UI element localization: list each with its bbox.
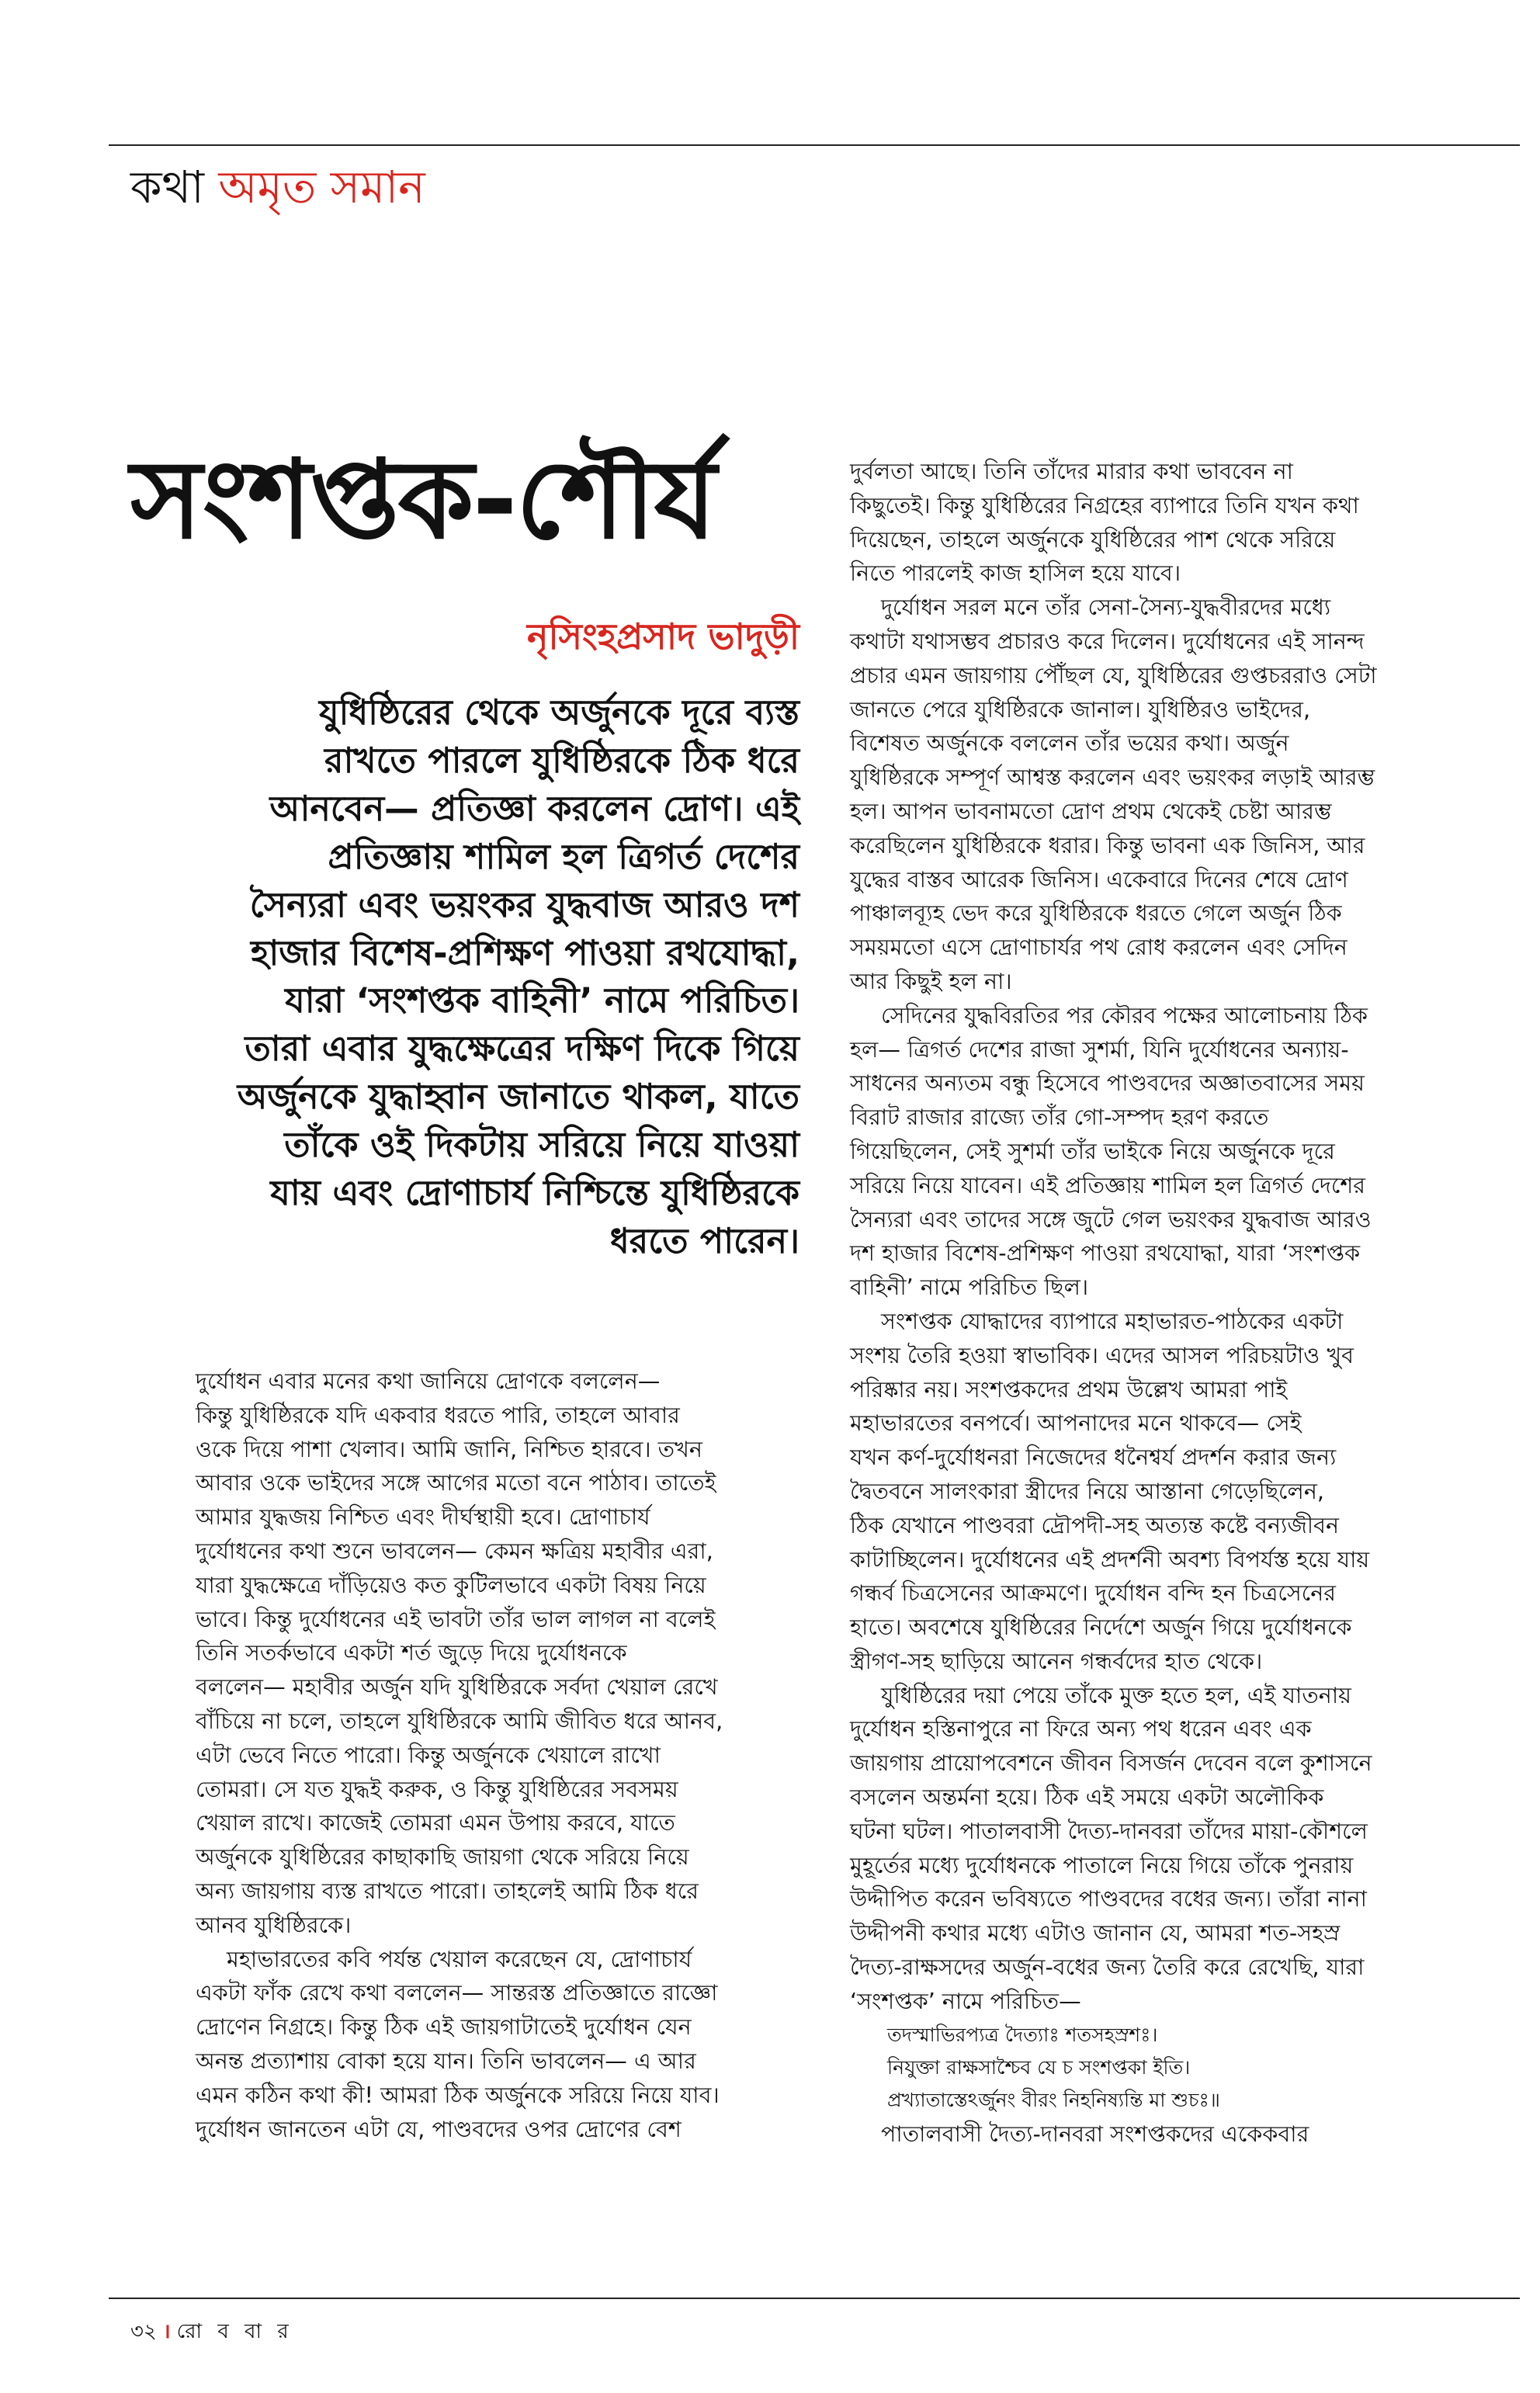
body-line: দৈত্য-রাক্ষসদের অর্জুন-বধের জন্য তৈরি করে রেখেছি, যারা: [850, 1954, 1365, 1981]
body-line: অন্য জায়গায় ব্যস্ত রাখতে পারো। তাহলেই আমি ঠিক ধরে: [196, 1877, 699, 1904]
magazine-name: রো ব বা র: [176, 2320, 293, 2343]
page-footer: [130, 2316, 293, 2347]
body-line: কাটাচ্ছিলেন। দুর্যোধনের এই প্রদর্শনী অবশ্য বিপর্যস্ত হয়ে যায়: [850, 1545, 1370, 1573]
top-rule: [109, 144, 1520, 146]
body-line: যখন কর্ণ-দুর্যোধনরা নিজেদের ধনৈশ্বর্য প্রদর্শন করার জন্য: [850, 1444, 1337, 1471]
body-line: বিশেষত অর্জুনকে বললেন তাঁর ভয়ের কথা। অর্জুন: [850, 730, 1289, 757]
body-line: তিনি সতর্কভাবে একটা শর্ত জুড়ে দিয়ে দুর্যোধনকে: [196, 1639, 627, 1666]
body-line: একটা ফাঁক রেখে কথা বললেন— সান্তরস্ত প্রতিজ্ঞাতে রাজ্ঞো: [196, 1979, 718, 2006]
body-line: সংশয় তৈরি হওয়া স্বাভাবিক। এদের আসল পরিচয়টাও খুব: [850, 1341, 1354, 1368]
body-line: পরিষ্কার নয়। সংশপ্তকদের প্রথম উল্লেখ আমরা পাই: [850, 1375, 1288, 1403]
body-line: দুর্যোধন হস্তিনাপুরে না ফিরে অন্য পথ ধরেন এবং এক: [850, 1715, 1312, 1743]
body-line: এমন কঠিন কথা কী! আমরা ঠিক অর্জুনকে সরিয়ে নিয়ে যাব।: [196, 2081, 720, 2108]
lede-line: রাখতে পারলে যুধিষ্ঠিরকে ঠিক ধরে: [324, 740, 799, 781]
lede-line: যুধিষ্ঠিরের থেকে অর্জুনকে দূরে ব্যস্ত: [318, 693, 799, 733]
body-line: দ্বৈতবনে সালংকারা স্ত্রীদের নিয়ে আস্তানা গেড়েছিলেন,: [850, 1477, 1324, 1504]
body-line: কিন্তু যুধিষ্ঠিরকে যদি একবার ধরতে পারি, তাহলে আবার: [196, 1401, 680, 1428]
body-line: উদ্দীপিত করেন ভবিষ্যতে পাণ্ডবদের বধের জন্য। তাঁরা নানা: [850, 1885, 1367, 1913]
body-line: নিতে পারলেই কাজ হাসিল হয়ে যাবে।: [850, 560, 1181, 587]
body-line: উদ্দীপনী কথার মধ্যে এটাও জানান যে, আমরা শত-সহস্র: [850, 1920, 1341, 1947]
verse-line: প্রখ্যাতাস্তেঽর্জুনং বীরং নিহনিষ্যন্তি মা শুচঃ॥: [887, 2089, 1220, 2112]
body-line: পাতালবাসী দৈত্য-দানবরা সংশপ্তকদের একেকবার: [881, 2120, 1309, 2147]
body-line: যুদ্ধের বাস্তব আরেক জিনিস। একেবারে দিনের শেষে দ্রোণ: [850, 865, 1348, 893]
body-line: আর কিছুই হল না।: [850, 967, 1012, 994]
lede-line: যায় এবং দ্রোণাচার্য নিশ্চিন্তে যুধিষ্ঠিরকে: [270, 1174, 799, 1214]
section-label: [130, 160, 425, 214]
body-line: বাহিনী’ নামে পরিচিত ছিল।: [850, 1274, 1089, 1301]
body-line: মহাভারতের কবি পর্যন্ত খেয়াল করেছেন যে, দ্রোণাচার্য: [227, 1945, 692, 1972]
verse-line: নিযুক্তা রাক্ষসাশ্চৈব যে চ সংশপ্তকা ইতি।: [887, 2055, 1191, 2079]
body-line: দ্রোণেন নিগ্রহে। কিন্তু ঠিক এই জায়গাটাতেই দুর্যোধন যেন: [196, 2013, 692, 2041]
body-line: মুহূর্তের মধ্যে দুর্যোধনকে পাতালে নিয়ে গিয়ে তাঁকে পুনরায়: [850, 1851, 1354, 1878]
body-line: এটা ভেবে নিতে পারো। কিন্তু অর্জুনকে খেয়ালে রাখো: [196, 1741, 661, 1768]
body-line: সাধনের অন্যতম বন্ধু হিসেবে পাণ্ডবদের অজ্ঞাতবাসের সময়: [850, 1070, 1365, 1097]
body-line: দুর্যোধন সরল মনে তাঁর সেনা-সৈন্য-যুদ্ধবীরদের মধ্যে: [881, 594, 1331, 621]
article-author: নৃসিংহপ্রসাদ ভাদুড়ী: [527, 616, 799, 657]
body-line: ভাবে। কিন্তু দুর্যোধনের এই ভাবটা তাঁর ভাল লাগল না বলেই: [196, 1605, 716, 1632]
body-line: দিয়েছেন, তাহলে অর্জুনকে যুধিষ্ঠিরের পাশ থেকে সরিয়ে: [850, 525, 1336, 553]
body-line: হাতে। অবশেষে যুধিষ্ঠিরের নির্দেশে অর্জুন গিয়ে দুর্যোধনকে: [850, 1614, 1352, 1641]
body-line: বসলেন অন্তর্মনা হয়ে। ঠিক এই সময়ে একটা অলৌকিক: [850, 1784, 1324, 1811]
verse-line: তদস্মাভিরপ্যত্র দৈত্যাঃ শতসহস্রশঃ।: [887, 2023, 1158, 2046]
body-line: সময়মতো এসে দ্রোণাচার্যর পথ রোধ করলেন এবং সেদিন: [850, 934, 1348, 961]
lede-line: আনবেন— প্রতিজ্ঞা করলেন দ্রোণ। এই: [269, 789, 799, 829]
body-line: সৈন্যরা এবং তাদের সঙ্গে জুটে গেল ভয়ংকর যুদ্ধবাজ আরও: [850, 1205, 1372, 1233]
lede-line: অর্জুনকে যুদ্ধাহ্বান জানাতে থাকল, যাতে: [237, 1077, 799, 1118]
body-line: গন্ধর্ব চিত্রসেনের আক্রমণে। দুর্যোধন বন্দি হন চিত্রসেনের: [850, 1580, 1337, 1607]
body-line: যারা যুদ্ধক্ষেত্রে দাঁড়িয়েও কত কুটিলভাবে একটা বিষয় নিয়ে: [196, 1571, 706, 1598]
body-line: বিরাট রাজার রাজ্যে তাঁর গো-সম্পদ হরণ করতে: [850, 1104, 1269, 1131]
body-line: কথাটা যথাসম্ভব প্রচারও করে দিলেন। দুর্যোধনের এই সানন্দ: [850, 627, 1365, 654]
body-line: হল। আপন ভাবনামতো দ্রোণ প্রথম থেকেই চেষ্টা আরম্ভ: [850, 797, 1332, 824]
body-line: দুর্বলতা আছে। তিনি তাঁদের মারার কথা ভাববেন না: [850, 458, 1293, 484]
body-line: যুধিষ্ঠিরকে সম্পূর্ণ আশ্বস্ত করলেন এবং ভয়ংকর লড়াই আরম্ভ: [850, 764, 1375, 791]
body-line: কিছুতেই। কিন্তু যুধিষ্ঠিরের নিগ্রহের ব্যাপারে তিনি যখন কথা: [850, 491, 1359, 518]
body-line: দশ হাজার বিশেষ-প্রশিক্ষণ পাওয়া রথযোদ্ধা, যারা ‘সংশপ্তক: [850, 1240, 1361, 1267]
article-lede: [155, 689, 799, 1266]
body-line: খেয়াল রাখে। কাজেই তোমরা এমন উপায় করবে, যাতে: [196, 1809, 675, 1836]
lede-line: তাঁকে ওই দিকটায় সরিয়ে নিয়ে যাওয়া: [284, 1125, 799, 1166]
body-line: অনন্ত প্রত্যাশায় বোকা হয়ে যান। তিনি ভাবলেন— এ আর: [196, 2047, 696, 2074]
body-line: ঘটনা ঘটল। পাতালবাসী দৈত্য-দানবরা তাঁদের মায়া-কৌশলে: [850, 1817, 1368, 1844]
body-line: করেছিলেন যুধিষ্ঠিরকে ধরার। কিন্তু ভাবনা এক জিনিস, আর: [850, 831, 1365, 858]
body-line: দুর্যোধনের কথা শুনে ভাবলেন— কেমন ক্ষত্রিয় মহাবীর এরা,: [196, 1537, 713, 1564]
lede-line: যারা ‘সংশপ্তক বাহিনী’ নামে পরিচিত।: [285, 981, 799, 1021]
lede-line: সৈন্যরা এবং ভয়ংকর যুদ্ধবাজ আরও দশ: [249, 885, 799, 925]
body-line: গিয়েছিলেন, সেই সুশর্মা তাঁর ভাইকে নিয়ে অর্জুনকে দূরে: [850, 1137, 1335, 1164]
section-label-lead: কথা: [130, 161, 204, 213]
body-line: পাঞ্চালব্যূহ ভেদ করে যুধিষ্ঠিরকে ধরতে গেলে অর্জুন ঠিক: [850, 900, 1342, 927]
body-line: বললেন— মহাবীর অর্জুন যদি যুধিষ্ঠিরকে সর্বদা খেয়াল রেখে: [196, 1673, 718, 1701]
article-title: সংশপ্তক-শৌর্য: [130, 437, 716, 564]
body-line: আবার ওকে ভাইদের সঙ্গে আগের মতো বনে পাঠাব। তাতেই: [196, 1469, 716, 1496]
body-line: বাঁচিয়ে না চলে, তাহলে যুধিষ্ঠিরকে আমি জীবিত ধরে আনব,: [196, 1707, 723, 1734]
body-line: আনব যুধিষ্ঠিরকে।: [196, 1911, 352, 1938]
body-line: জানতে পেরে যুধিষ্ঠিরকে জানাল। যুধিষ্ঠিরও ভাইদের,: [850, 695, 1311, 723]
body-line: সেদিনের যুদ্ধবিরতির পর কৌরব পক্ষের আলোচনায় ঠিক: [881, 1001, 1368, 1028]
body-line: দুর্যোধন জানতেন এটা যে, পাণ্ডবদের ওপর দ্রোণের বেশ: [196, 2115, 682, 2142]
body-line: প্রচার এমন জায়গায় পৌঁছল যে, যুধিষ্ঠিরের গুপ্তচররাও সেটা: [850, 661, 1377, 688]
body-line: মহাভারতের বনপর্বে। আপনাদের মনে থাকবে— সেই: [850, 1410, 1302, 1437]
footer-separator: ।: [162, 2320, 171, 2343]
body-line: ঠিক যেখানে পাণ্ডবরা দ্রৌপদী-সহ অত্যন্ত কষ্টে বন্যজীবন: [850, 1511, 1340, 1538]
lede-line: তারা এবার যুদ্ধক্ষেত্রের দক্ষিণ দিকে গিয়ে: [245, 1029, 799, 1070]
body-line: জায়গায় প্রায়োপবেশনে জীবন বিসর্জন দেবেন বলে কুশাসনে: [850, 1750, 1372, 1777]
body-column-right: [850, 455, 1471, 2151]
lede-line: প্রতিজ্ঞায় শামিল হল ত্রিগর্ত দেশের: [328, 837, 799, 877]
body-line: ওকে দিয়ে পাশা খেলাব। আমি জানি, নিশ্চিত হারবে। তখন: [196, 1435, 702, 1462]
body-line: সংশপ্তক যোদ্ধাদের ব্যাপারে মহাভারত-পাঠকের একটা: [881, 1307, 1344, 1334]
lede-line: হাজার বিশেষ-প্রশিক্ষণ পাওয়া রথযোদ্ধা,: [250, 933, 799, 973]
bottom-rule: [109, 2298, 1520, 2299]
body-line: তোমরা। সে যত যুদ্ধই করুক, ও কিন্তু যুধিষ্ঠিরের সবসময়: [196, 1775, 678, 1802]
body-line: যুধিষ্ঠিরের দয়া পেয়ে তাঁকে মুক্ত হতে হল, এই যাতনায়: [881, 1681, 1351, 1708]
page-number: ৩২: [130, 2320, 157, 2343]
body-line: দুর্যোধন এবার মনের কথা জানিয়ে দ্রোণকে বললেন—: [196, 1368, 661, 1394]
body-line: আমার যুদ্ধজয় নিশ্চিত এবং দীর্ঘস্থায়ী হবে। দ্রোণাচার্য: [196, 1503, 650, 1531]
body-column-left: [196, 1365, 801, 2146]
body-line: ‘সংশপ্তক’ নামে পরিচিত—: [850, 1987, 1081, 2014]
body-line: স্ত্রীগণ-সহ ছাড়িয়ে আনেন গন্ধর্বদের হাত থেকে।: [850, 1647, 1263, 1674]
sanskrit-verse: [850, 2019, 1471, 2117]
section-label-accent: অমৃত সমান: [218, 161, 425, 213]
body-line: সরিয়ে নিয়ে যাবেন। এই প্রতিজ্ঞায় শামিল হল ত্রিগর্ত দেশের: [850, 1171, 1366, 1198]
body-line: হল— ত্রিগর্ত দেশের রাজা সুশর্মা, যিনি দুর্যোধনের অন্যায়-: [850, 1035, 1349, 1063]
body-line: অর্জুনকে যুধিষ্ঠিরের কাছাকাছি জায়গা থেকে সরিয়ে নিয়ে: [196, 1843, 689, 1871]
lede-line: ধরতে পারেন।: [609, 1221, 799, 1261]
